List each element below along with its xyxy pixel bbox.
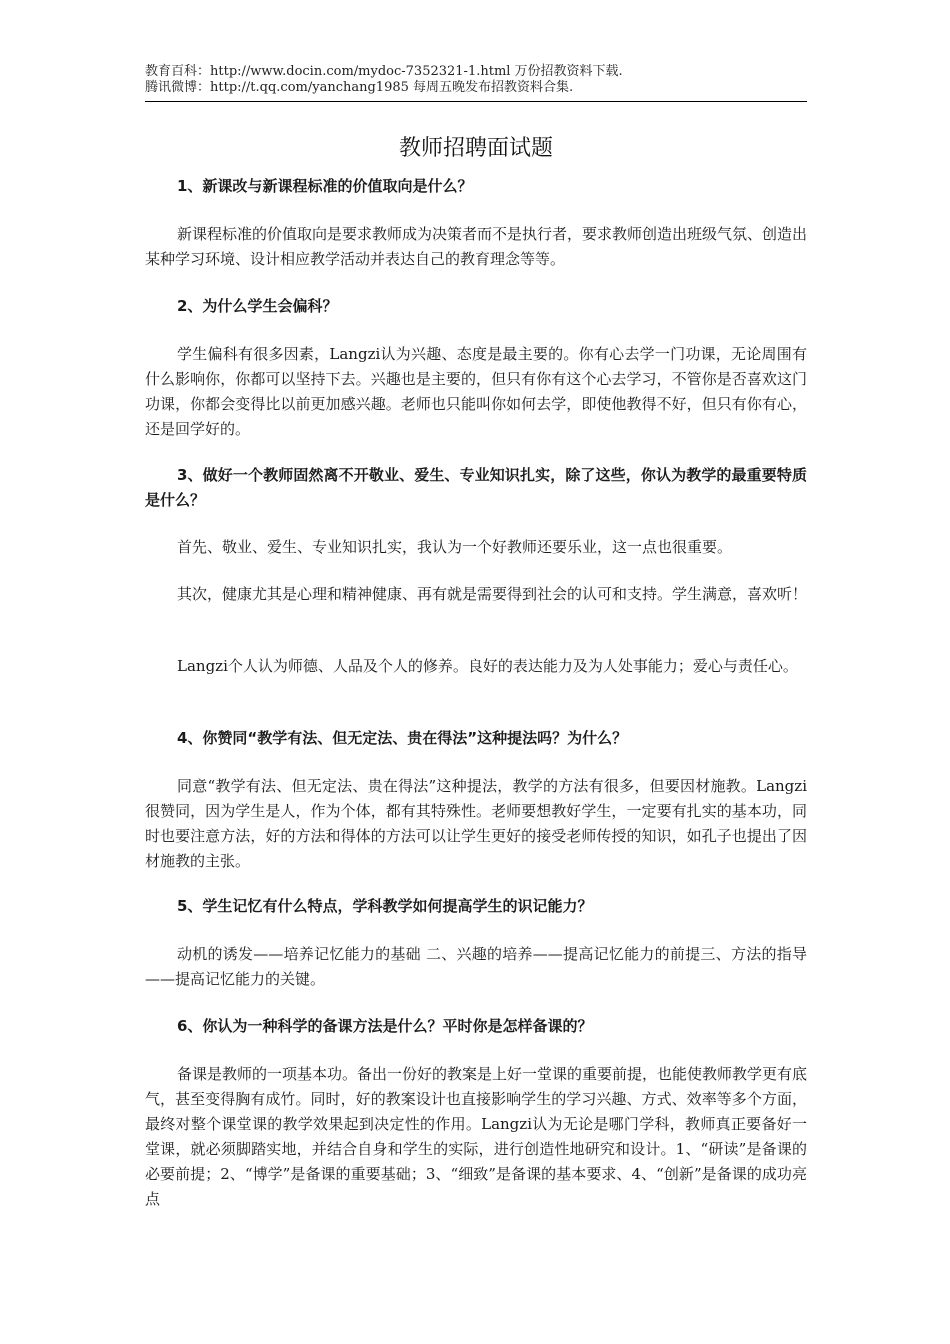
question-1: 1、新课改与新课程标准的价值取向是什么？ [177,177,473,195]
header-line-weibo: 腾讯微博：http://t.qq.com/yanchang1985 每周五晚发布招教资料合集. [145,80,574,95]
answer-3-1: 首先、敬业、爱生、专业知识扎实，我认为一个好教师还要乐业，这一点也很重要。 [177,538,733,556]
header-divider [145,101,807,102]
answer-1-1: 新课程标准的价值取向是要求教师成为决策者而不是执行者，要求教师创造出班级气氛、创造出某种学习环境、设计相应教学活动并表达自己的教育理念等等。 [145,225,808,268]
answer-5-1: 动机的诱发——培养记忆能力的基础 二、兴趣的培养——提高记忆能力的前提三、方法的指导——提高记忆能力的关键。 [145,945,807,988]
page-title: 教师招聘面试题 [398,136,553,161]
question-3: 3、做好一个教师固然离不开敬业、爱生、专业知识扎实，除了这些，你认为教学的最重要特质是什么？ [145,466,807,509]
question-2: 2、为什么学生会偏科？ [177,297,338,315]
question-4: 4、你赞同“教学有法、但无定法、贵在得法”这种提法吗？为什么？ [177,729,628,747]
question-5: 5、学生记忆有什么特点，学科教学如何提高学生的识记能力？ [177,897,593,915]
answer-3-3: Langzi个人认为师德、人品及个人的修养。良好的表达能力及为人处事能力；爱心与责任心。 [177,657,798,675]
answer-4-1: 同意“教学有法、但无定法、贵在得法”这种提法，教学的方法有很多，但要因材施教。Langzi很赞同，因为学生是人，作为个体，都有其特殊性。老师要想教好学生，一定要有扎实的基本功，同时也要注意方法，好的方法和得体的方法可以让学生更好的接受老师传授的知识，如孔子也提出了因材施教的主张。 [145,777,807,870]
answer-2-1: 学生偏科有很多因素，Langzi认为兴趣、态度是最主要的。你有心去学一门功课，无论周围有什么影响你，你都可以坚持下去。兴趣也是主要的，但只有你有这个心去学习，不管你是否喜欢这门功课，你都会变得比以前更加感兴趣。老师也只能叫你如何去学，即使他教得不好，但只有你有心，还是回学好的。 [145,345,807,438]
answer-6-1: 备课是教师的一项基本功。备出一份好的教案是上好一堂课的重要前提，也能使教师教学更有底气，甚至变得胸有成竹。同时，好的教案设计也直接影响学生的学习兴趣、方式、效率等多个方面，最终对整个课堂课的教学效果起到决定性的作用。Langzi认为无论是哪门学科，教师真正要备好一堂课，就必须脚踏实地，并结合自身和学生的实际，进行创造性地研究和设计。1、“研读”是备课的必要前提；2、“博学”是备课的重要基础；3、“细致”是备课的基本要求、4、“创新”是备课的成功亮点 [145,1065,808,1208]
header-line-docin: 教育百科：http://www.docin.com/mydoc-7352321-1.html 万份招教资料下载. [145,64,623,79]
answer-3-2: 其次，健康尤其是心理和精神健康、再有就是需要得到社会的认可和支持。学生满意，喜欢听！ [177,585,808,603]
document-header [145,64,807,96]
question-6: 6、你认为一种科学的备课方法是什么？平时你是怎样备课的？ [177,1017,593,1035]
